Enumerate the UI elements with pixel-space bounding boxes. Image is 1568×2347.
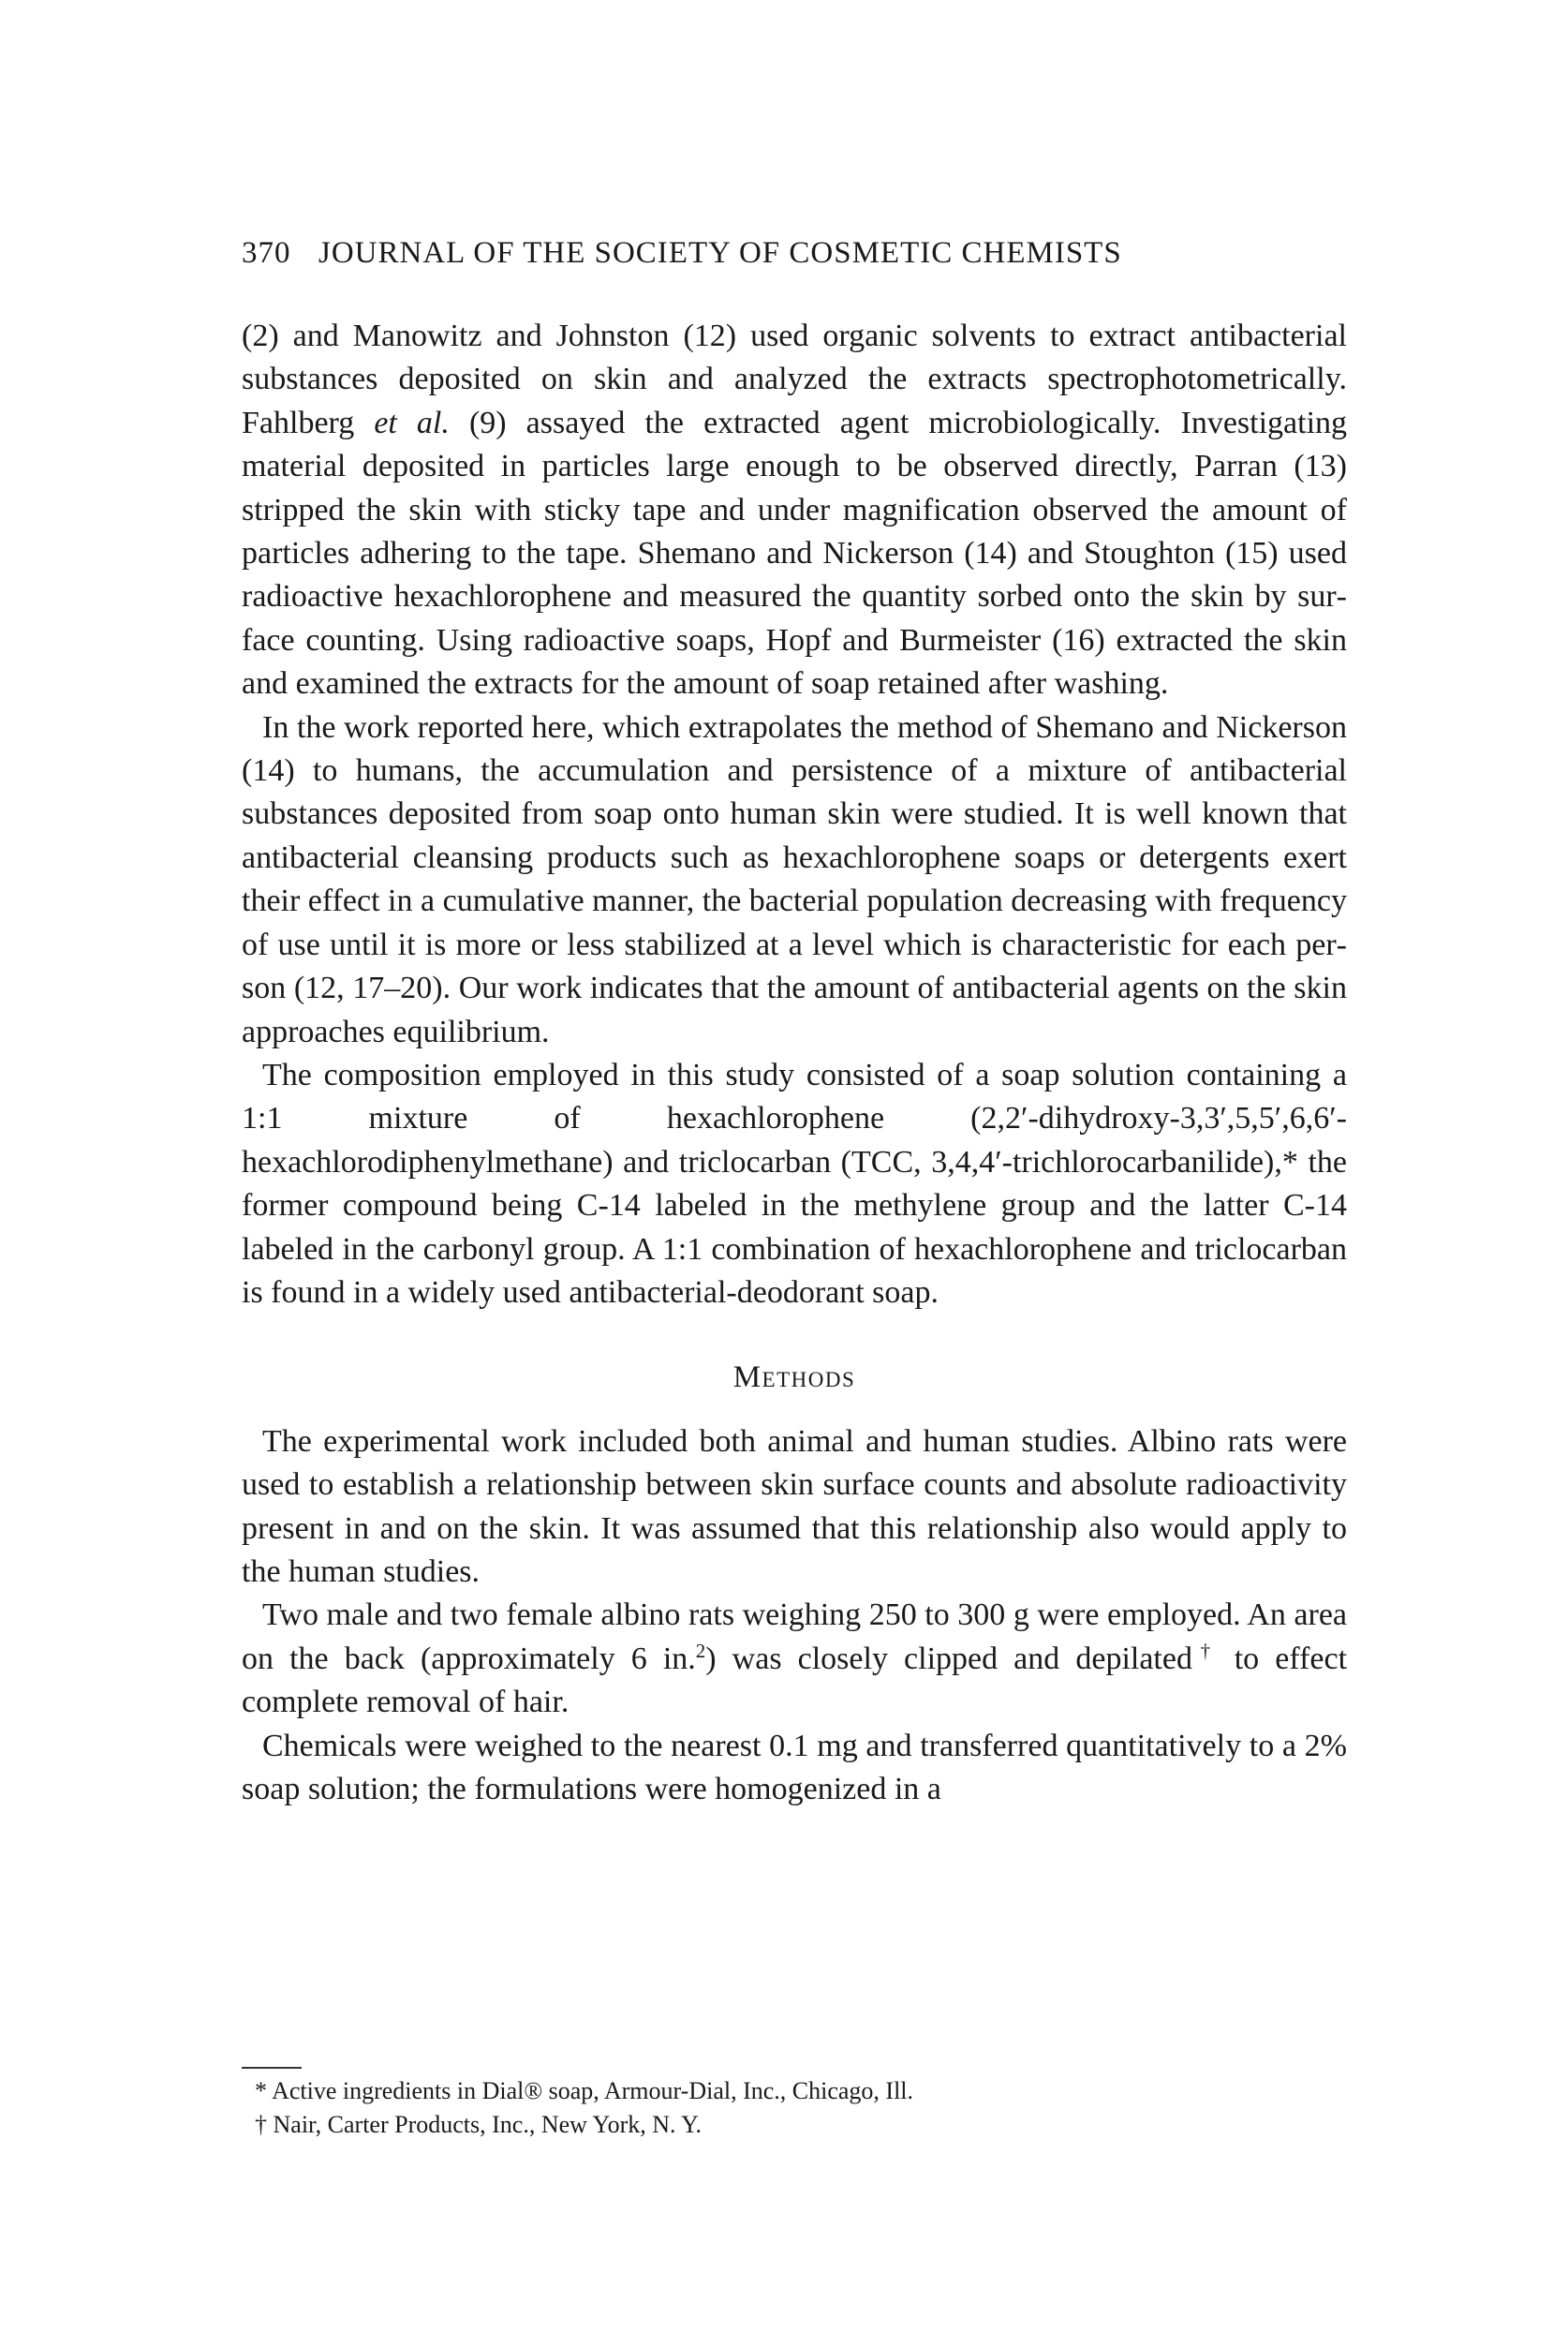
paragraph-text: (2) and Manowitz and Johnston (12) used organic solvents to extract antibacterial substances deposited on skin and analyzed the extracts spectrophotometrically. Fahlberg bbox=[242, 319, 1347, 440]
paragraph-continued bbox=[242, 315, 1347, 706]
italic-et-al: et al. bbox=[374, 405, 450, 440]
paragraph-text: Two male and two female albino rats weighing 250 to 300 g were employed. An area on the back (approximately 6 in. bbox=[242, 1597, 1347, 1676]
paragraph: In the work reported here, which extrapolates the method of Shemano and Nickerson (14) to humans, the accumulation and persistence of a mixture of antibacterial substances deposited from soap onto human skin were studied. It is well known that antibacterial cleansing products such as hexachlorophene soaps or detergents exert their effect in a cumulative manner, the bacterial population decreasing with frequency of use until it is more or less stabilized at a level which is characteristic for each person (12, 17–20). Our work indicates that the amount of antibacterial agents on the skin approaches equilibrium. bbox=[242, 709, 1347, 1049]
paragraph: The experimental work included both animal and human studies. Albino rats were used to establish a relationship between skin surface counts and absolute radioactivity present in and on the skin. It was assumed that this relationship also would apply to the human studies. bbox=[242, 1423, 1347, 1589]
journal-title: JOURNAL OF THE SOCIETY OF COSMETIC CHEMISTS bbox=[318, 236, 1122, 270]
paragraph-text: ) was closely clipped and depilated bbox=[705, 1641, 1192, 1676]
page-number: 370 bbox=[242, 236, 291, 270]
paragraph: The composition employed in this study consisted of a soap solution containing a 1:1 mixture of hexachlorophene (2,2′-dihydroxy-3,3′,5,5′,6,6′-hexachlorodiphenylmethane) and triclocarban (TCC, 3,4,4′-trichlorocarbanilide),* the former compound being C-14 labeled in the methylene group and the latter C-14 labeled in the carbonyl group. A 1:1 combination of hexachlorophene and triclocarban is found in a widely used antibacterial-deodorant soap. bbox=[242, 1057, 1347, 1310]
running-head bbox=[242, 236, 1347, 271]
footnotes bbox=[255, 2074, 1341, 2142]
footnote-rule bbox=[242, 2067, 302, 2069]
footnote-2: † Nair, Carter Products, Inc., New York, N. Y. bbox=[255, 2111, 703, 2138]
superscript: 2 bbox=[695, 1639, 706, 1662]
paragraph-text: to effect complete removal of hair. bbox=[242, 1641, 1348, 1720]
paragraph bbox=[242, 1594, 1347, 1724]
footnote-1: * Active ingredients in Dial® soap, Armour-Dial, Inc., Chicago, Ill. bbox=[255, 2077, 914, 2104]
footnote-marker: † bbox=[1191, 1639, 1219, 1662]
article-body bbox=[242, 315, 1347, 1811]
paragraph: Chemicals were weighed to the nearest 0.1 mg and transferred quantitatively to a 2% soap solution; the formulations were homogenized in a bbox=[242, 1728, 1347, 1806]
paragraph-text: (9) assayed the extracted agent microbiologically. Investigating material deposited in particles large enough to be observed directly, Parran (13) stripped the skin with sticky tape and under magnification observed the amount of particles adhering to the tape. Shemano and Nickerson (14) and Stoughton (15) used radioactive hexachlorophene and measured the quantity sorbed onto the skin by surface counting. Using radioactive soaps, Hopf and Burmeister (16) extracted the skin and examined the extracts for the amount of soap retained after washing. bbox=[242, 405, 1348, 702]
section-heading-methods: Methods bbox=[732, 1360, 856, 1395]
